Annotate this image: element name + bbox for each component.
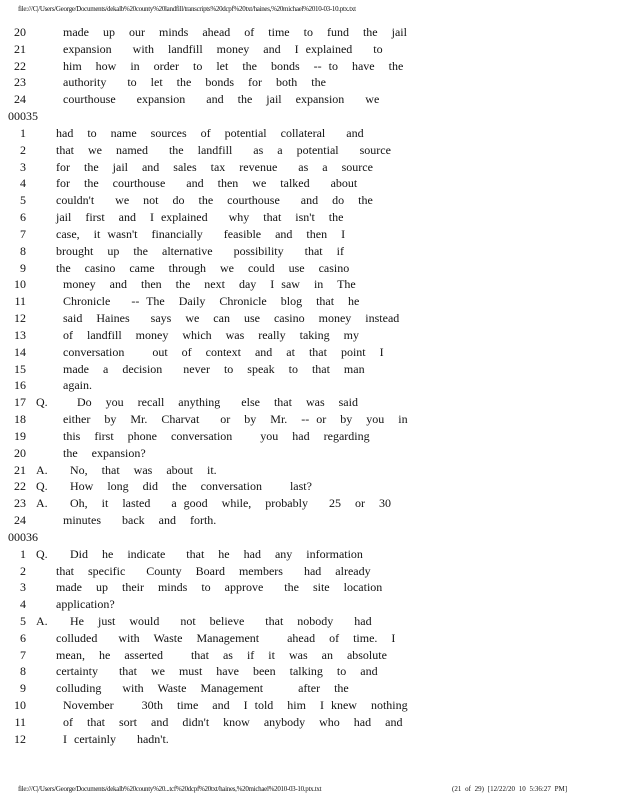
line-text: expansion with landfill money and I explained to: [56, 41, 383, 56]
file-path-footer: file:///C|/Users/George/Documents/dekalb%20county%20...tcf%20dcpf%20txt/haines,%20michael%2010-03-10.ptx.txt: [18, 785, 322, 793]
line-text: How long did the conversation last?: [70, 479, 312, 494]
line-text: made a decision never to speak to that man: [56, 361, 365, 376]
speaker-marker: A.: [36, 613, 48, 628]
line-number: 3: [20, 580, 26, 595]
line-number: 9: [20, 260, 26, 275]
line-text: the casino came through we could use casino: [56, 260, 350, 275]
line-text: of that sort and didn't know anybody who had and: [56, 714, 403, 729]
line-text: mean, he asserted that as if it was an absolute: [56, 647, 387, 662]
transcript-line: [8, 209, 608, 226]
transcript-line: [8, 495, 608, 512]
transcript-line: [8, 613, 608, 630]
line-number: 10: [14, 277, 26, 292]
speaker-marker: Q.: [36, 395, 48, 410]
page-number-marker: [8, 529, 608, 546]
line-number: 23: [14, 496, 26, 511]
transcript-line: [8, 697, 608, 714]
line-number: 12: [14, 731, 26, 746]
transcript-line: [8, 226, 608, 243]
line-text: Chronicle -- The Daily Chronicle blog that he: [56, 294, 360, 309]
transcript-line: [8, 276, 608, 293]
line-text: that specific County Board members had already: [56, 563, 371, 578]
transcript-line: [8, 563, 608, 580]
line-text: said Haines says we can use casino money instead: [56, 311, 400, 326]
page-number: 00036: [8, 529, 38, 544]
transcript-line: [8, 462, 608, 479]
line-text: this first phone conversation you had regarding: [56, 428, 370, 443]
line-number: 19: [14, 428, 26, 443]
line-number: 1: [20, 546, 26, 561]
line-number: 17: [14, 395, 26, 410]
transcript-line: [8, 24, 608, 41]
line-text: I certainly hadn't.: [56, 731, 169, 746]
line-number: 5: [20, 193, 26, 208]
transcript-line: [8, 142, 608, 159]
line-number: 2: [20, 563, 26, 578]
line-text: couldn't we not do the courthouse and do the: [56, 193, 373, 208]
line-text: either by Mr. Charvat or by Mr. -- or by you in: [56, 412, 408, 427]
transcript-line: [8, 192, 608, 209]
transcript-line: [8, 663, 608, 680]
line-text: application?: [56, 597, 115, 612]
transcript-line: [8, 630, 608, 647]
line-number: 24: [14, 92, 26, 107]
line-text: Oh, it lasted a good while, probably 25 or 30: [70, 496, 391, 511]
transcript-line: [8, 243, 608, 260]
transcript-line: [8, 310, 608, 327]
line-number: 21: [14, 41, 26, 56]
line-text: for the jail and sales tax revenue as a source: [56, 159, 373, 174]
line-text: of landfill money which was really taking my: [56, 327, 359, 342]
line-text: the expansion?: [56, 445, 146, 460]
line-text: Did he indicate that he had any information: [70, 546, 363, 561]
line-text: had to name sources of potential collateral and: [56, 125, 364, 140]
transcript-line: [8, 445, 608, 462]
transcript-line: [8, 58, 608, 75]
transcript-line: [8, 74, 608, 91]
transcript-line: [8, 91, 608, 108]
line-number: 3: [20, 159, 26, 174]
line-number: 21: [14, 462, 26, 477]
line-number: 7: [20, 226, 26, 241]
line-number: 6: [20, 630, 26, 645]
line-text: case, it wasn't financially feasible and then I: [56, 226, 346, 241]
line-number: 1: [20, 125, 26, 140]
line-number: 7: [20, 647, 26, 662]
transcript-line: [8, 125, 608, 142]
transcript-line: [8, 361, 608, 378]
transcript-line: [8, 579, 608, 596]
line-number: 4: [20, 176, 26, 191]
transcript-line: [8, 260, 608, 277]
line-text: brought up the alternative possibility that if: [56, 243, 344, 258]
transcript-line: [8, 175, 608, 192]
line-text: courthouse expansion and the jail expansion we: [56, 92, 380, 107]
line-text: money and then the next day I saw in The: [56, 277, 356, 292]
transcript-line: [8, 647, 608, 664]
line-text: Do you recall anything else that was said: [70, 395, 358, 410]
line-number: 6: [20, 210, 26, 225]
transcript-line: [8, 394, 608, 411]
line-text: again.: [56, 378, 92, 393]
line-number: 2: [20, 142, 26, 157]
line-text: made up their minds to approve the site location: [56, 580, 383, 595]
transcript-line: [8, 478, 608, 495]
transcript-line: [8, 546, 608, 563]
transcript-line: [8, 411, 608, 428]
speaker-marker: A.: [36, 496, 48, 511]
transcript-line: [8, 344, 608, 361]
line-number: 11: [14, 714, 26, 729]
transcript-line: [8, 41, 608, 58]
line-number: 5: [20, 613, 26, 628]
line-text: certainty that we must have been talking to and: [56, 664, 378, 679]
line-text: November 30th time and I told him I knew nothing: [56, 698, 408, 713]
transcript-line: [8, 731, 608, 748]
line-number: 20: [14, 25, 26, 39]
line-text: that we named the landfill as a potential source: [56, 142, 391, 157]
transcript-line: [8, 293, 608, 310]
line-text: for the courthouse and then we talked about: [56, 176, 358, 191]
speaker-marker: Q.: [36, 546, 48, 561]
line-text: jail first and I explained why that isn't the: [56, 210, 344, 225]
line-text: him how in order to let the bonds -- to have the: [56, 58, 404, 73]
transcript-line: [8, 512, 608, 529]
line-text: minutes back and forth.: [56, 513, 217, 528]
line-number: 13: [14, 327, 26, 342]
line-number: 15: [14, 361, 26, 376]
transcript-line: [8, 680, 608, 697]
page-number-marker: [8, 108, 608, 125]
line-number: 11: [14, 294, 26, 309]
line-number: 14: [14, 344, 26, 359]
transcript-line: [8, 377, 608, 394]
page-info-footer: (21 of 29) [12/22/20 10 5:36:27 PM]: [452, 785, 568, 793]
line-text: authority to let the bonds for both the: [56, 75, 326, 90]
line-number: 16: [14, 378, 26, 393]
transcript-body: [8, 24, 608, 748]
transcript-line: [8, 327, 608, 344]
line-number: 22: [14, 479, 26, 494]
line-text: colluded with Waste Management ahead of time. I: [56, 630, 396, 645]
line-number: 8: [20, 664, 26, 679]
line-text: He just would not believe that nobody had: [70, 613, 372, 628]
line-number: 23: [14, 75, 26, 90]
line-number: 18: [14, 412, 26, 427]
line-text: colluding with Waste Management after the: [56, 681, 349, 696]
line-number: 20: [14, 445, 26, 460]
line-number: 24: [14, 513, 26, 528]
transcript-line: [8, 428, 608, 445]
line-number: 22: [14, 58, 26, 73]
speaker-marker: A.: [36, 462, 48, 477]
line-text: made up our minds ahead of time to fund the jail: [56, 25, 407, 39]
line-number: 10: [14, 698, 26, 713]
transcript-line: [8, 159, 608, 176]
line-number: 9: [20, 681, 26, 696]
page-number: 00035: [8, 109, 38, 124]
line-text: conversation out of context and at that point I: [56, 344, 384, 359]
line-text: No, that was about it.: [70, 462, 217, 477]
file-path-header: file:///C|/Users/George/Documents/dekalb%20county%20landfill/transcripts%20dcpf%20txt/haines,%20michael%2010-03-10.ptx.txt: [18, 5, 356, 13]
line-number: 8: [20, 243, 26, 258]
transcript-line: [8, 714, 608, 731]
transcript-line: [8, 596, 608, 613]
line-number: 4: [20, 597, 26, 612]
speaker-marker: Q.: [36, 479, 48, 494]
line-number: 12: [14, 311, 26, 326]
